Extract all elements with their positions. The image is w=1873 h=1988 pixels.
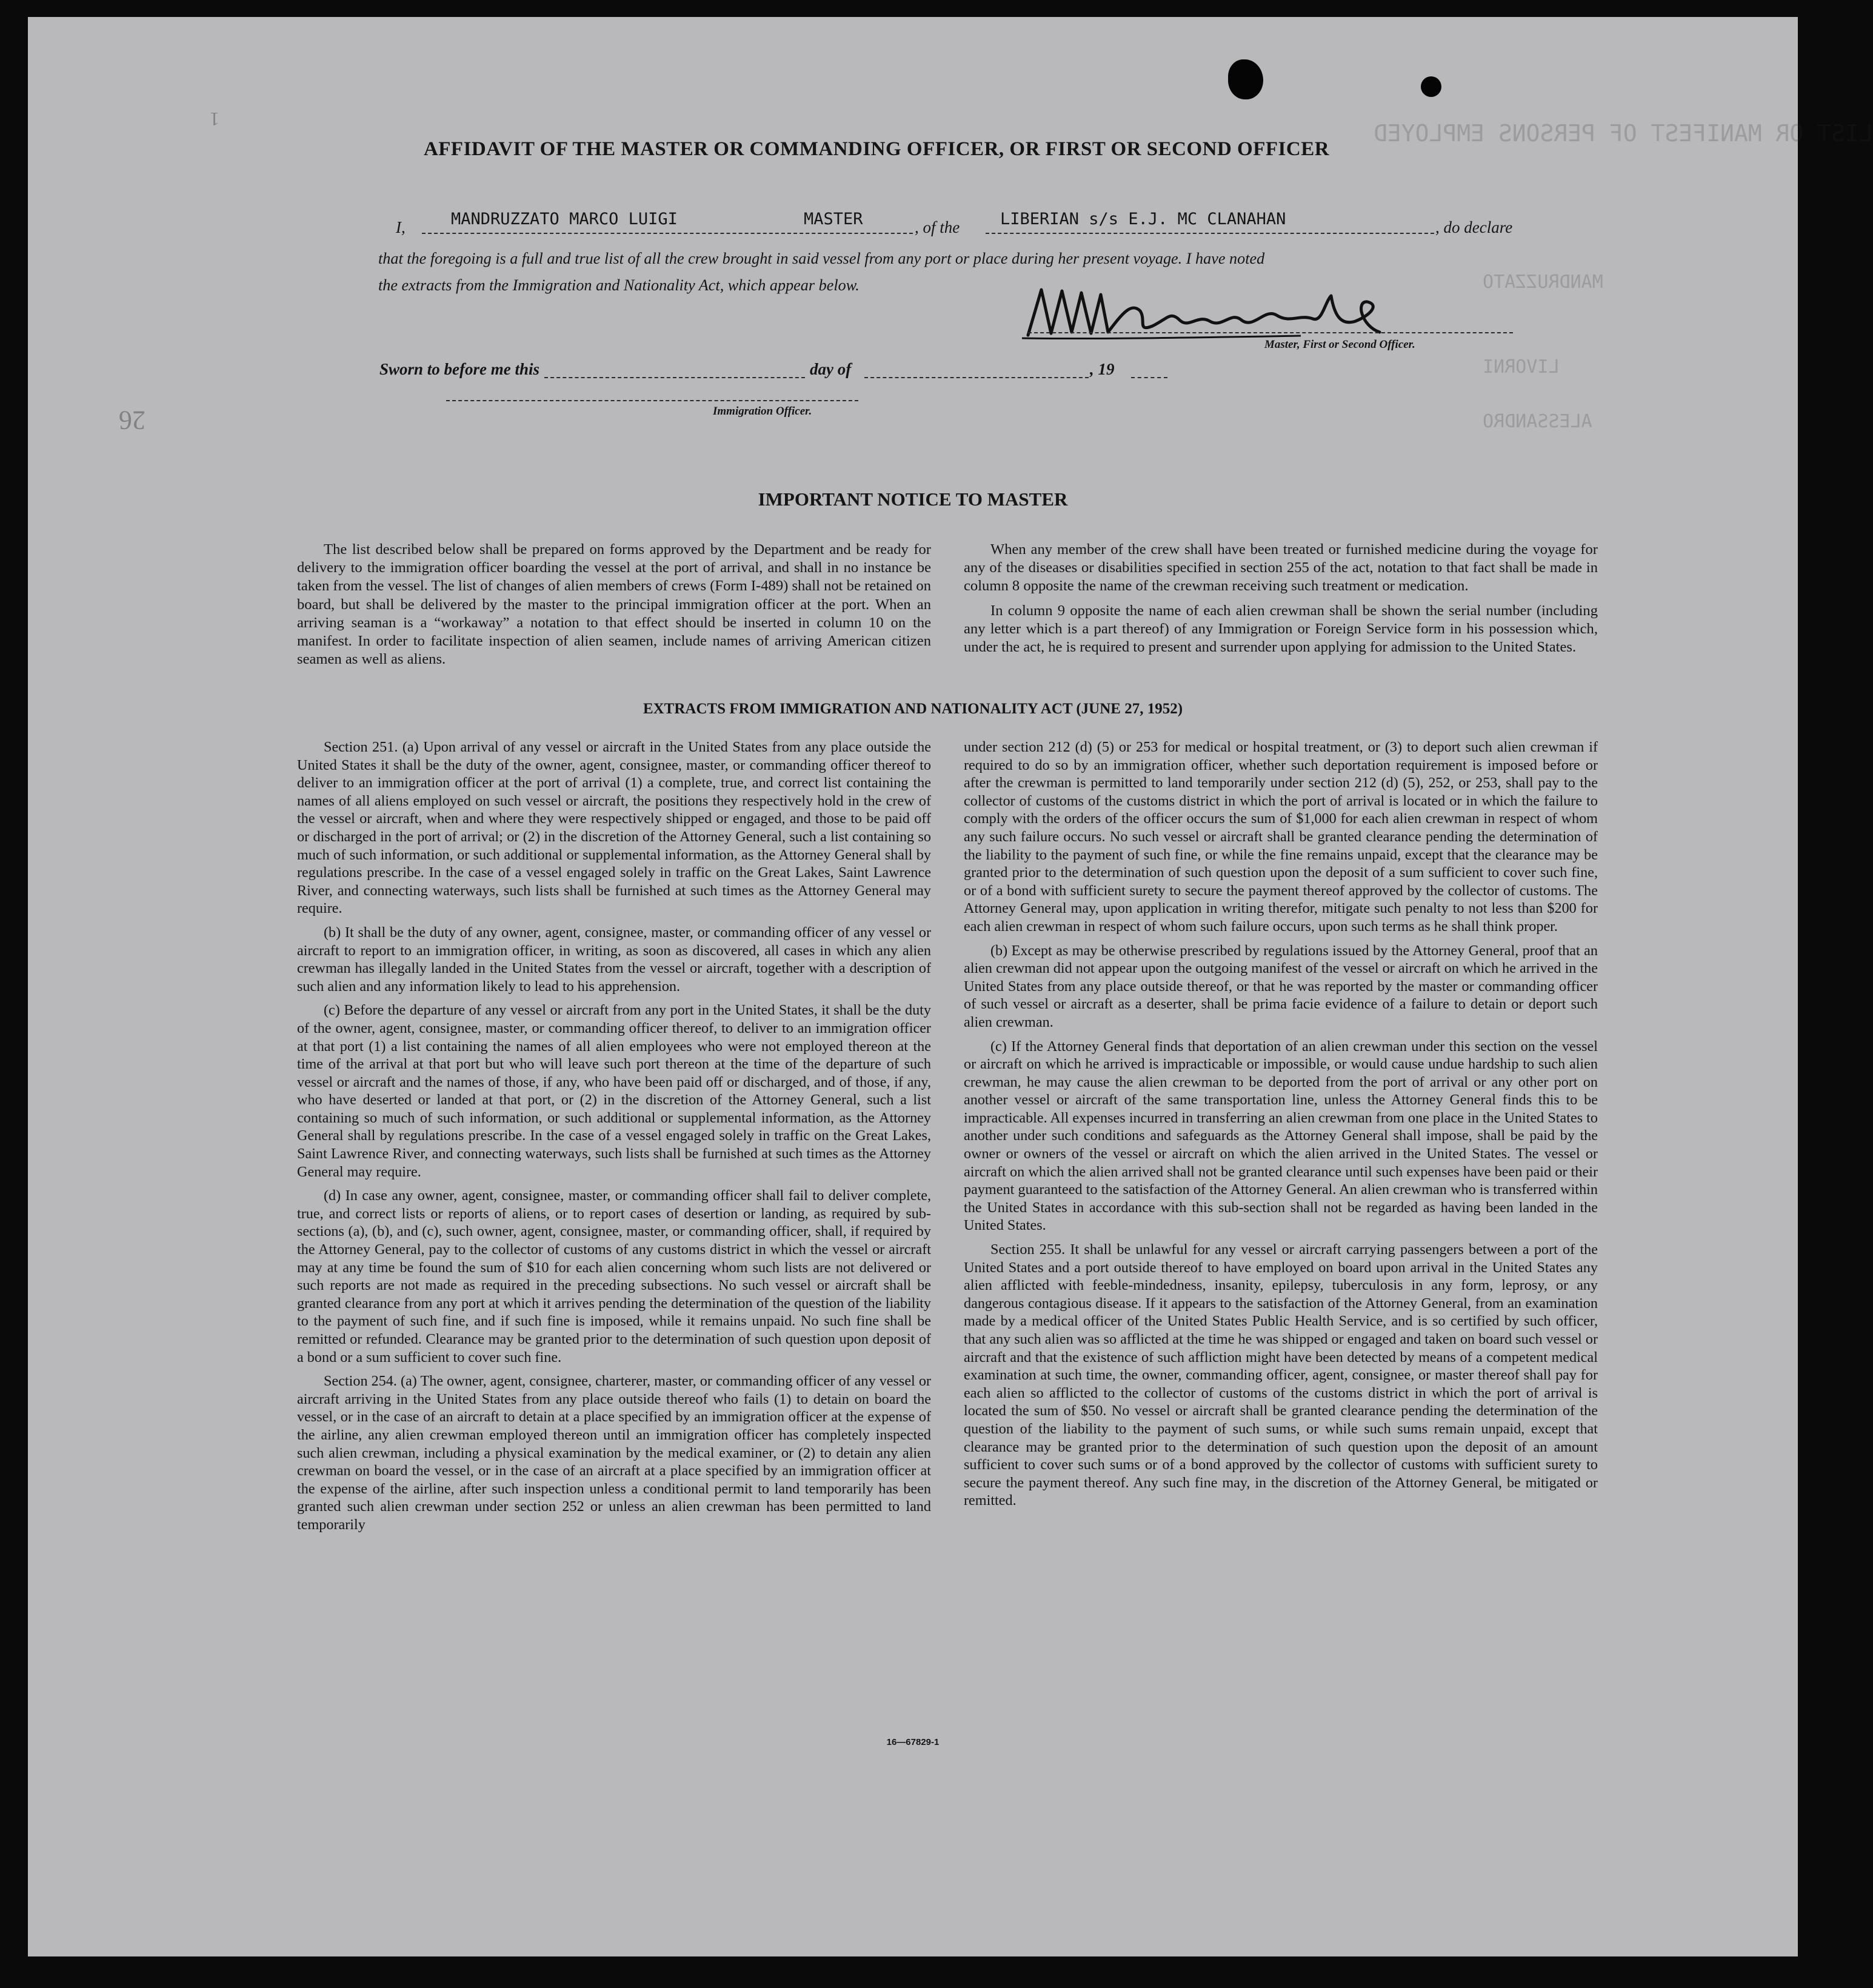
section-254a-continued: under section 212 (d) (5) or 253 for medical or hospital treatment, or (3) to deport such alien crewman if required to do so by an immigration officer, whether such deportation requirement is imposed before or after the crewman is permitted to land temporarily under section 212 (d) (5), 252, or 253, shall pay to the collector of customs of the customs district in which the port of arrival is located or in which the failure to comply with the orders of the officer occurs the sum of $1,000 for each alien crewman in respect of whom any such failure occurs. No such vessel or aircraft shall be granted clearance pending the determination of the liability to the payment of such fine, or while the fine remains unpaid, except that the clearance may be granted prior to the determination of such question upon the deposit of a sum sufficient to cover such fine, or of a bond with sufficient surety to secure the payment thereof approved by the collector of customs. The Attorney General may, upon application in writing therefor, mitigate such penalty to not less than $200 for each alien crewman in respect of whom such failure occurs, upon such terms as he shall think proper. (964, 739, 1598, 935)
affidavit-line-3: the extracts from the Immigration and Nationality Act, which appear below. (378, 276, 860, 294)
do-declare-label: , do declare (1435, 218, 1513, 236)
sworn-month-line (864, 377, 1089, 378)
vessel-line (986, 233, 1434, 234)
notice-title: IMPORTANT NOTICE TO MASTER (758, 489, 1068, 510)
ink-blot (1421, 76, 1441, 97)
sworn-day-line (544, 377, 805, 378)
document-page (28, 17, 1873, 1956)
affidavit-line-2: that the foregoing is a full and true list of all the crew brought in said vessel from any port or place during her present voyage. I have noted (378, 250, 1265, 267)
vessel-name: LIBERIAN s/s E.J. MC CLANAHAN (1000, 210, 1286, 228)
notice-right-paragraph-2: In column 9 opposite the name of each alien crewman shall be shown the serial number (including any letter which is a part thereof) of any Immigration or Foreign Service form in his possession which, under the act, he is required to present and surrender upon applying for admission to the United States. (964, 602, 1598, 656)
affidavit-title: AFFIDAVIT OF THE MASTER OR COMMANDING OFFICER, OR FIRST OR SECOND OFFICER (423, 138, 1330, 160)
bleed-through-text: ALESSANDRO (1483, 411, 1592, 432)
section-255: Section 255. It shall be unlawful for any vessel or aircraft carrying passengers between a port of the United States and a port outside thereof to have employed on board upon arrival in the United States any alien afflicted with feeble-mindedness, insanity, epilepsy, tuberculosis in any form, leprosy, or any dangerous contagious disease. If it appears to the satisfaction of the Attorney General, from an examination made by a medical officer of the United States Public Health Service, and is so certified by such officer, that any such alien was so afflicted at the time he was shipped or engaged and taken on board such vessel or aircraft and that the existence of such affliction might have been detected by means of a competent medical examination at such time, the owner, commanding officer, agent, consignee, or master thereof shall pay for each alien so afflicted to the collector of customs of the customs district in which the port of arrival is located the sum of $50. No vessel or aircraft shall be granted clearance pending the determination of the question of the liability to the payment of such sums, or while such sums remain unpaid, except that clearance may be granted prior to the determination of such question upon the deposit of an amount sufficient to cover such sums or of a bond approved by the collector of customs with sufficient surety to secure the payment thereof. Any such fine may, in the discretion of the Attorney General, be mitigated or remitted. (964, 1241, 1598, 1509)
notice-left-column (297, 541, 931, 675)
extracts-title: EXTRACTS FROM IMMIGRATION AND NATIONALITY ACT (JUNE 27, 1952) (643, 701, 1183, 717)
bleed-through-text: LIVORNI (1483, 356, 1560, 378)
notice-right-paragraph-1: When any member of the crew shall have been treated or furnished medicine during the voyage for any of the diseases or disabilities specified in section 255 of the act, notation to that fact shall be made in column 8 opposite the name of the crewman receiving such treatment or medication. (964, 541, 1598, 595)
extracts-left-column (297, 738, 931, 1540)
form-code: 16—67829-1 (886, 1737, 940, 1747)
name-line (422, 233, 913, 234)
officer-line (446, 400, 858, 401)
section-254b: (b) Except as may be otherwise prescribed by regulations issued by the Attorney General, proof that an alien crewman did not appear upon the outgoing manifest of the vessel or aircraft on which he arrived in the United States from any place outside thereof, or that he was reported by the master or commanding officer of such vessel or aircraft as a deserter, shall be prima facie evidence of a failure to detain or deport such alien crewman. (964, 942, 1598, 1030)
master-name: MANDRUZZATO MARCO LUIGI (451, 210, 678, 228)
section-251a: Section 251. (a) Upon arrival of any vessel or aircraft in the United States from any place outside the United States it shall be the duty of the owner, agent, consignee, master, or commanding officer thereof to deliver to an immigration officer at the port of arrival (1) a complete, true, and correct list containing the names of all aliens employed on such vessel or aircraft, the positions they respectively hold in the crew of the vessel or aircraft, when and where they were respectively shipped or engaged, and those to be paid off or discharged in the port of arrival; or (2) in the discretion of the Attorney General, such a list containing so much of such information, or such additional or supplemental information, as the Attorney General shall by regulations prescribe. In the case of a vessel engaged solely in traffic on the Great Lakes, Saint Lawrence River, and connecting waterways, such lists shall be furnished at such times as the Attorney General may require. (297, 739, 931, 917)
sworn-year-line (1131, 377, 1167, 378)
section-254a: Section 254. (a) The owner, agent, consignee, charterer, master, or commanding officer of any vessel or aircraft arriving in the United States from any place outside thereof who fails (1) to detain on board the vessel, or in the case of an aircraft to detain at a place specified by an immigration officer at the expense of the airline, any alien crewman employed thereon until an immigration officer has completely inspected such alien crewman, including a physical examination by the medical examiner, or (2) to detain any alien crewman on board the vessel, or in the case of an aircraft at a place specified by an immigration officer at the expense of the airline, after such inspection unless a conditional permit to land temporarily has been granted such alien crewman under section 252 or unless an alien crewman has been permitted to land temporarily (297, 1373, 931, 1533)
extracts-right-column (964, 738, 1598, 1516)
signature-line (1028, 332, 1513, 333)
bleed-through-text: LIST OR MANIFEST OF PERSONS EMPLOYED (1374, 120, 1873, 147)
bleed-through-text: MANDRUZZATO (1483, 272, 1603, 293)
of-the-label: , of the (915, 218, 960, 236)
year-label: , 19 (1090, 360, 1115, 378)
section-251b: (b) It shall be the duty of any owner, agent, consignee, master, or commanding officer of any vessel or aircraft to report to an immigration officer, in writing, as soon as discovered, all cases in which any alien crewman has illegally landed in the United States from the vessel or aircraft, together with a description of such alien and any information likely to lead to his apprehension. (297, 924, 931, 995)
master-rank: MASTER (804, 210, 863, 228)
day-of-label: day of (810, 360, 852, 378)
immigration-officer-label: Immigration Officer. (713, 405, 812, 418)
ink-blot (1228, 59, 1263, 99)
margin-number: 26 (119, 405, 145, 435)
section-251d: (d) In case any owner, agent, consignee, master, or commanding officer shall fail to deliver complete, true, and correct lists or reports of aliens, or to report cases of desertion or landing, as required by sub-sections (a), (b), and (c), such owner, agent, consignee, master, or commanding officer, shall, if required by the Attorney General, pay to the collector of customs of any customs district in which the vessel or aircraft may at any time be found the sum of $10 for each alien concerning whom such lists are not delivered or such reports are not made as required in the preceding subsections. No such vessel or aircraft shall be granted clearance from any port at which it arrives pending the determination of the question of the liability to the payment of such fine, and if such fine is imposed, while it remains unpaid. No such fine shall be remitted or refunded. Clearance may be granted prior to the determination of such question upon deposit of a bond or a sum sufficient to cover such fine. (297, 1187, 931, 1366)
section-251c: (c) Before the departure of any vessel or aircraft from any port in the United States, it shall be the duty of the owner, agent, consignee, master, or commanding officer thereof, to deliver to an immigration officer at that port (1) a list containing the names of all alien employees who were not employed thereon at the time of the arrival at that port but who will leave such port thereon at the time of the departure of such vessel or aircraft and the names of those, if any, who have been paid off or discharged, and of those, if any, who have deserted or landed at that port, or (2) in the discretion of the Attorney General, such a list containing so much of such information, or such additional or supplemental information, as the Attorney General shall by regulations prescribe. In the case of a vessel engaged solely in traffic on the Great Lakes, Saint Lawrence River, and connecting waterways, such lists shall be furnished at such times as the Attorney General may require. (297, 1002, 931, 1180)
notice-left-paragraph: The list described below shall be prepared on forms approved by the Department and be ready for delivery to the immigration officer boarding the vessel at the port of arrival, and shall in no instance be taken from the vessel. The list of changes of alien members of crews (Form I-489) shall not be retained on board, but shall be delivered by the master to the principal immigration officer at the port. When an arriving seaman is a “workaway” a notation to that effect should be inserted in column 10 on the manifest. In order to facilitate inspection of alien seamen, include names of arriving American citizen seamen as well as aliens. (297, 541, 931, 668)
section-254c: (c) If the Attorney General finds that deportation of an alien crewman under this section on the vessel or aircraft on which he arrived is impracticable or impossible, or would cause undue hardship to such alien crewman, he may cause the alien crewman to be deported from the port of arrival or any other port on another vessel or aircraft of the same transportation line, unless the Attorney General finds this to be impracticable. All expenses incurred in transferring an alien crewman from one place in the United States to another under such conditions and safeguards as the Attorney General shall impose, shall be paid by the owner or owners of the vessel or aircraft on which the alien arrived in the United States. The vessel or aircraft on which the alien arrived shall not be granted clearance until such expenses have been paid or their payment guaranteed to the satisfaction of the Attorney General. An alien crewman who is transferred within the United States in accordance with this sub-section shall not be regarded as having been landed in the United States. (964, 1038, 1598, 1234)
i-label: I, (396, 218, 406, 236)
signature-caption: Master, First or Second Officer. (1264, 338, 1415, 351)
notice-right-column (964, 541, 1598, 662)
margin-number: 1 (210, 108, 219, 130)
sworn-label: Sworn to before me this (379, 360, 540, 378)
